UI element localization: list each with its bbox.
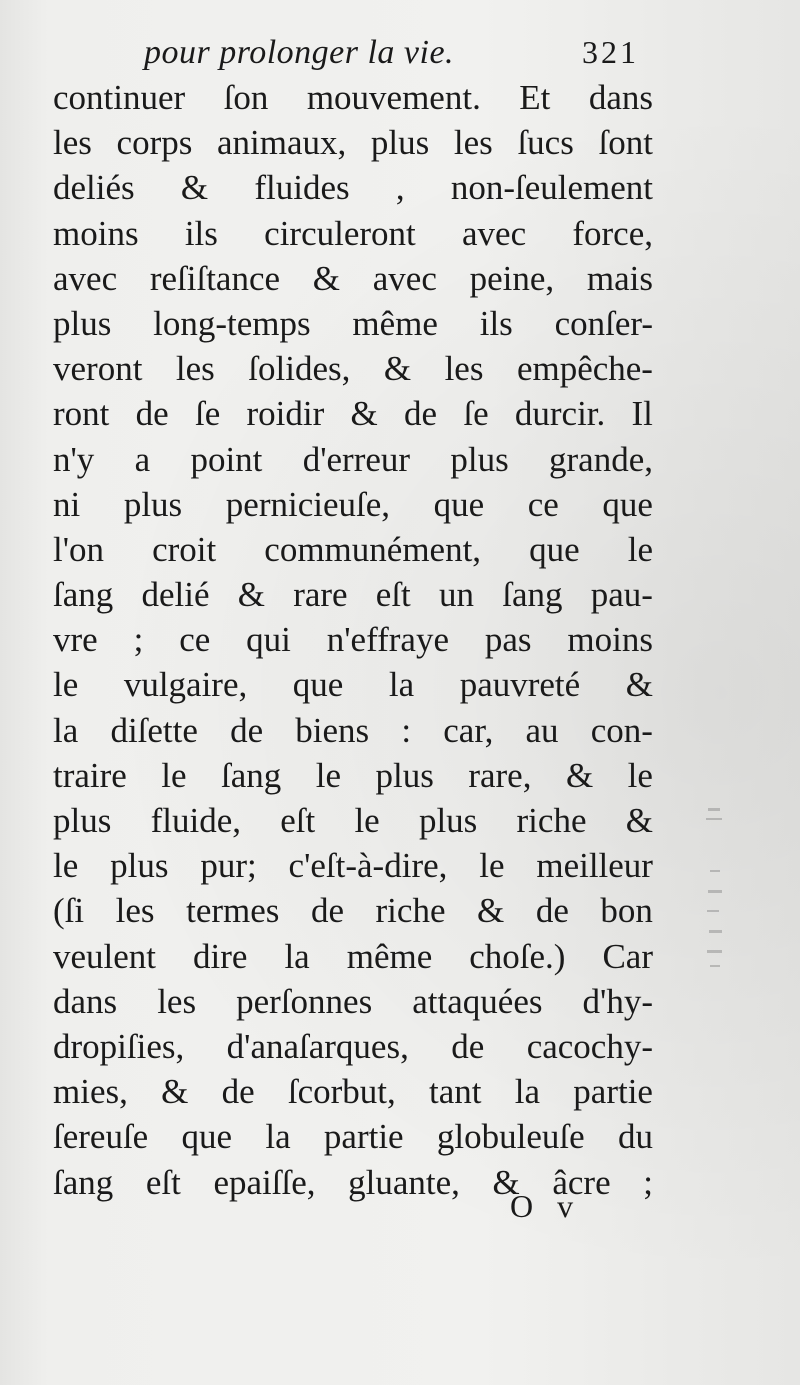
show-through-ink [702,800,730,980]
text-line [53,527,653,572]
word: l'on [53,529,105,569]
word: ſon [223,78,269,117]
text-line [53,346,653,391]
word: le [479,846,505,886]
word: ſang [53,575,114,615]
word: de [135,394,169,434]
text-line [53,75,653,120]
word: ront [53,394,110,434]
word: le [53,665,79,705]
word: la [265,1117,291,1157]
text-line [53,1024,653,1069]
word: vre [53,620,98,660]
word: Car [602,936,653,976]
word: & [180,168,209,208]
word: âcre [552,1162,611,1202]
text-line [53,572,653,617]
word: epaiſſe, [213,1162,316,1202]
word: dans [53,981,118,1021]
signature-mark: O v [510,1188,582,1224]
text-line [53,211,653,256]
word: eſt [280,801,316,840]
word: perſonnes [236,981,373,1021]
text-line [53,301,653,346]
word: les [53,123,92,163]
word: termes [186,891,280,931]
word: traire [53,755,127,795]
word: qui [246,620,291,660]
text-line [53,120,653,165]
word: avec [53,258,118,298]
word: ils [184,213,218,253]
text-line [53,888,653,933]
text-line [53,979,653,1024]
word: les [453,123,493,163]
word: n'y [53,439,95,479]
word: pur; [200,846,257,886]
word: de [230,710,264,750]
page-header [144,34,664,74]
word: que [602,484,653,524]
word: le [627,529,653,569]
word: plus [53,801,112,840]
word: non-ſeulement [450,168,653,208]
word: que [433,484,485,524]
word: plus [418,801,478,840]
word: ſont [598,123,653,163]
word: dans [588,78,653,117]
word: point [190,439,263,479]
word: le [627,755,653,795]
word: de [221,1072,255,1112]
word: bon [600,891,653,931]
word: : [401,710,412,750]
word: delié [141,575,210,615]
word: les [444,349,484,389]
word: que [292,665,344,705]
text-line [53,1069,653,1114]
page-number: 321 [582,34,639,70]
word: animaux, [216,123,347,163]
word: cacochy- [526,1026,653,1066]
word: les [175,349,215,389]
word: eſt [375,575,411,615]
word: circuleront [264,213,416,253]
word: & [477,891,505,931]
word: que [181,1117,233,1157]
word: même [352,303,438,343]
word: dropiſies, [53,1026,185,1066]
word: & [312,258,341,298]
word: plus [370,123,430,163]
text-line [53,391,653,436]
word: partie [573,1072,653,1112]
word: veront [53,349,143,389]
word: pas [484,620,532,660]
word: deliés [53,168,135,208]
word: diſette [110,710,198,750]
word: mies, [53,1072,128,1112]
word: choſe.) [469,936,566,976]
word: c'eſt-à-dire, [288,846,448,886]
word: plus [450,439,509,479]
word: mais [586,258,653,298]
word: d'hy- [582,981,653,1021]
text-line [53,708,653,753]
word: moins [567,620,653,660]
word: moins [53,213,139,253]
body-text [53,75,653,1205]
word: durcir. [514,394,606,434]
word: au [525,710,559,750]
word: plus [110,846,169,886]
word: reſiſtance [149,258,281,298]
word: & [565,755,594,795]
text-line [53,165,653,210]
word: riche [375,891,446,931]
word: & [625,665,653,705]
text-line [53,753,653,798]
word: eſt [145,1162,181,1202]
word: de [310,891,344,931]
word: de [451,1026,485,1066]
text-line [53,934,653,979]
word: pernicieuſe, [225,484,390,524]
running-title: pour prolonger la vie. [144,34,455,71]
word: ce [179,620,211,660]
word: continuer [53,78,186,117]
word: ; [133,620,144,660]
word: & [383,349,412,389]
word: meilleur [536,846,653,886]
word: conſer- [554,303,653,343]
word: ſucs [517,123,574,163]
word: veulent [53,936,157,976]
word: les [115,891,155,931]
word: ; [643,1162,653,1202]
word: mouvement. [306,78,481,117]
word: avec [462,213,527,253]
word: & [161,1072,189,1112]
word: tant [429,1072,482,1112]
word: ſolides, [248,349,351,389]
word: roidir [246,394,325,434]
word: pau- [590,575,653,615]
word: de [535,891,569,931]
word: croit [152,529,217,569]
word: le [315,755,342,795]
word: plus [375,755,434,795]
word: la [514,1072,541,1112]
word: & [350,394,378,434]
word: n'effraye [326,620,449,660]
word: le [161,755,187,795]
word: gluante, [348,1162,460,1202]
word: ſe [194,394,221,434]
word: rare [293,575,348,615]
text-line [53,843,653,888]
word: riche [516,801,587,840]
word: peine, [469,258,555,298]
word: (ſi [53,891,85,931]
text-line [53,798,653,843]
word: & [625,801,653,840]
text-line [53,437,653,482]
word: Et [519,78,551,117]
word: ſang [502,575,563,615]
word: ſcorbut, [287,1072,396,1112]
word: que [529,529,580,569]
word: plus [53,303,112,343]
word: ſe [463,394,489,434]
word: ſang [221,755,282,795]
word: globuleuſe [436,1117,585,1157]
word: a [134,439,151,479]
word: ſang [53,1162,114,1202]
word: , [395,168,405,208]
word: la [53,710,79,750]
word: con- [590,710,653,750]
text-line [53,482,653,527]
word: du [617,1117,653,1157]
word: ni [53,484,81,524]
text-line [53,256,653,301]
word: même [346,936,433,976]
word: fluide, [150,801,241,840]
word: ſereuſe [53,1117,149,1157]
word: rare, [468,755,532,795]
word: ce [527,484,559,524]
word: biens [295,710,370,750]
text-line [53,1114,653,1159]
word: les [157,981,197,1021]
word: attaquées [412,981,543,1021]
word: empêche- [516,349,653,389]
word: long-temps [153,303,311,343]
word: vulgaire, [123,665,248,705]
text-line [53,662,653,707]
word: & [492,1162,520,1202]
word: car, [443,710,494,750]
word: communément, [264,529,482,569]
word: corps [116,123,193,163]
word: Il [631,394,653,434]
word: grande, [549,439,653,479]
word: avec [372,258,437,298]
word: partie [323,1117,404,1157]
word: & [237,575,265,615]
word: le [53,846,79,886]
word: pauvreté [459,665,581,705]
word: la [284,936,310,976]
word: plus [123,484,183,524]
text-line [53,617,653,662]
word: un [439,575,474,615]
word: fluides [254,168,350,208]
word: le [354,801,380,840]
word: force, [572,213,653,253]
word: de [404,394,438,434]
word: dire [193,936,248,976]
word: ils [479,303,513,343]
word: d'erreur [302,439,411,479]
word: la [388,665,415,705]
word: d'anaſarques, [226,1026,409,1066]
